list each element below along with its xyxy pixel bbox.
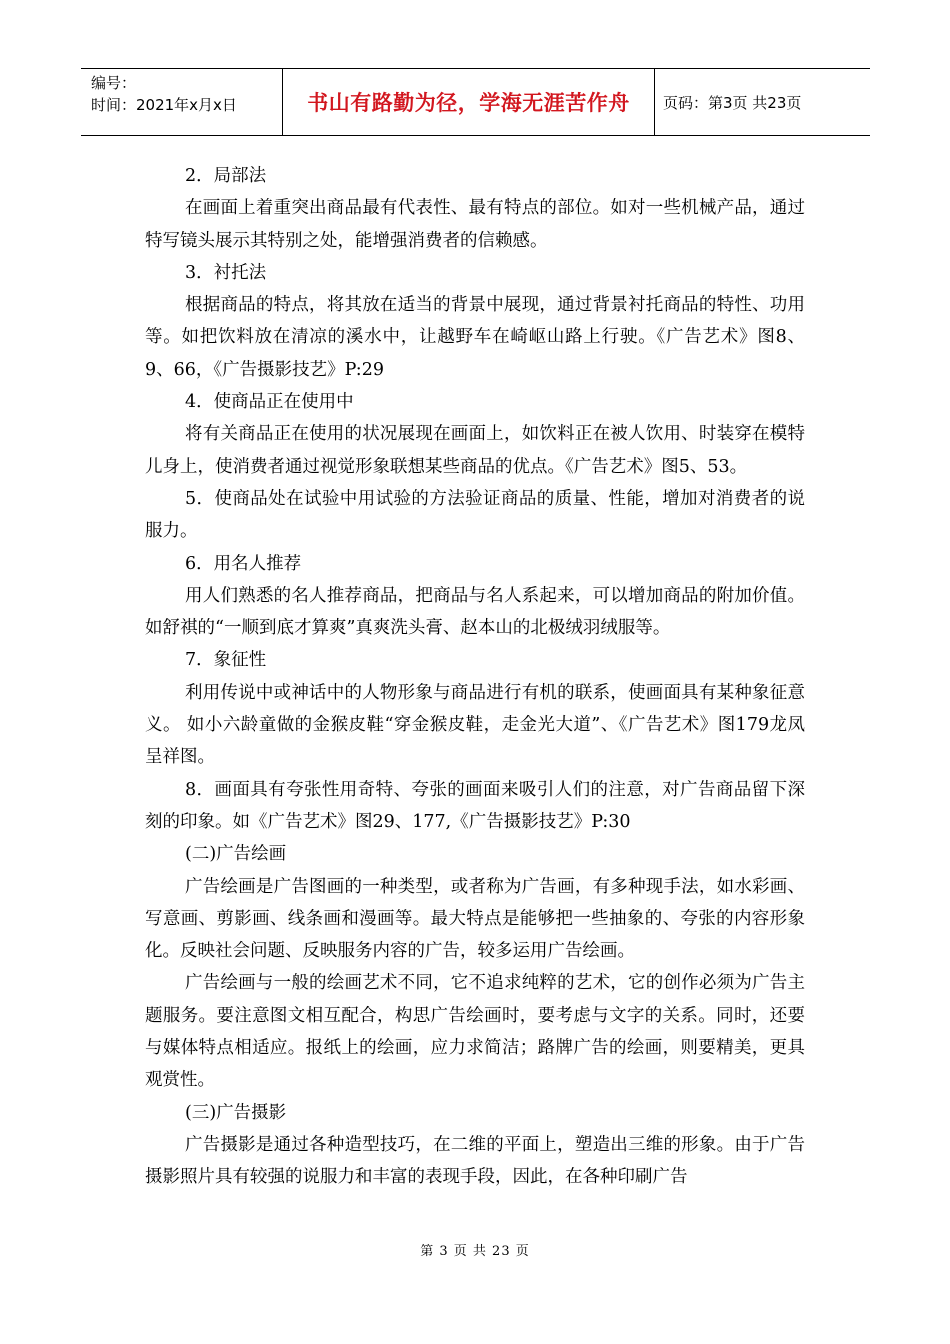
section-heading: 3．衬托法: [185, 262, 267, 283]
body-paragraph: 用人们熟悉的名人推荐商品，把商品与名人系起来，可以增加商品的附加价值。如舒祺的“一顺到底才算爽”真爽洗头膏、赵本山的北极绒羽绒服等。: [145, 585, 805, 639]
body-paragraph: 8．画面具有夸张性用奇特、夸张的画面来吸引人们的注意，对广告商品留下深刻的印象。如《广告艺术》图29、177,《广告摄影技艺》P:30: [145, 779, 805, 832]
document-date: 时间：2021年x月x日: [91, 96, 237, 114]
section-heading: 4．使商品正在使用中: [185, 392, 354, 413]
section-heading: 7．象征性: [185, 650, 267, 671]
page-header: [81, 68, 870, 136]
body-paragraph: 利用传说中或神话中的人物形象与商品进行有机的联系，使画面具有某种象征意义。 如小六龄童做的金猴皮鞋“穿金猴皮鞋，走金光大道”、《广告艺术》图179龙凤呈祥图。: [145, 682, 805, 768]
body-paragraph: 在画面上着重突出商品最有代表性、最有特点的部位。如对一些机械产品，通过特写镜头展示其特别之处，能增强消费者的信赖感。: [145, 198, 805, 251]
body-paragraph: 广告绘画是广告图画的一种类型，或者称为广告画，有多种现手法，如水彩画、写意画、剪影画、线条画和漫画等。最大特点是能够把一些抽象的、夸张的内容形象化。反映社会问题、反映服务内容的广告，较多运用广告绘画。: [145, 876, 805, 962]
header-motto: 书山有路勤为径，学海无涯苦作舟: [307, 91, 630, 115]
body-paragraph: 5．使商品处在试验中用试验的方法验证商品的质量、性能，增加对消费者的说服力。: [145, 488, 805, 542]
body-paragraph: 广告绘画与一般的绘画艺术不同，它不追求纯粹的艺术，它的创作必须为广告主题服务。要注意图文相互配合，构思广告绘画时，要考虑与文字的关系。同时，还要与媒体特点相适应。报纸上的绘画，应力求简洁；路牌广告的绘画，则要精美，更具观赏性。: [145, 973, 805, 1091]
header-page-info: 页码：第3页 共23页: [663, 93, 802, 112]
header-motto-cell: [283, 69, 655, 135]
document-body: [145, 160, 805, 1194]
section-heading: 6．用名人推荐: [185, 553, 302, 574]
page-footer: 第 3 页 共 23 页: [420, 1244, 530, 1259]
body-paragraph: 广告摄影是通过各种造型技巧，在二维的平面上，塑造出三维的形象。由于广告摄影照片具有较强的说服力和丰富的表现手段，因此，在各种印刷广告: [145, 1134, 805, 1188]
section-heading: 2．局部法: [185, 166, 267, 186]
body-paragraph: 将有关商品正在使用的状况展现在画面上，如饮料正在被人饮用、时装穿在模特儿身上，使消费者通过视觉形象联想某些商品的优点。《广告艺术》图5、53。: [145, 424, 805, 477]
section-heading: (二)广告绘画: [185, 844, 287, 865]
document-number-label: 编号：: [91, 74, 137, 92]
body-paragraph: 根据商品的特点，将其放在适当的背景中展现，通过背景衬托商品的特性、功用等。如把饮料放在清凉的溪水中，让越野车在崎岖山路上行驶。《广告艺术》图8、9、66，《广告摄影技艺》P:29: [145, 295, 805, 380]
section-heading: (三)广告摄影: [185, 1102, 287, 1123]
header-meta: [81, 69, 283, 135]
